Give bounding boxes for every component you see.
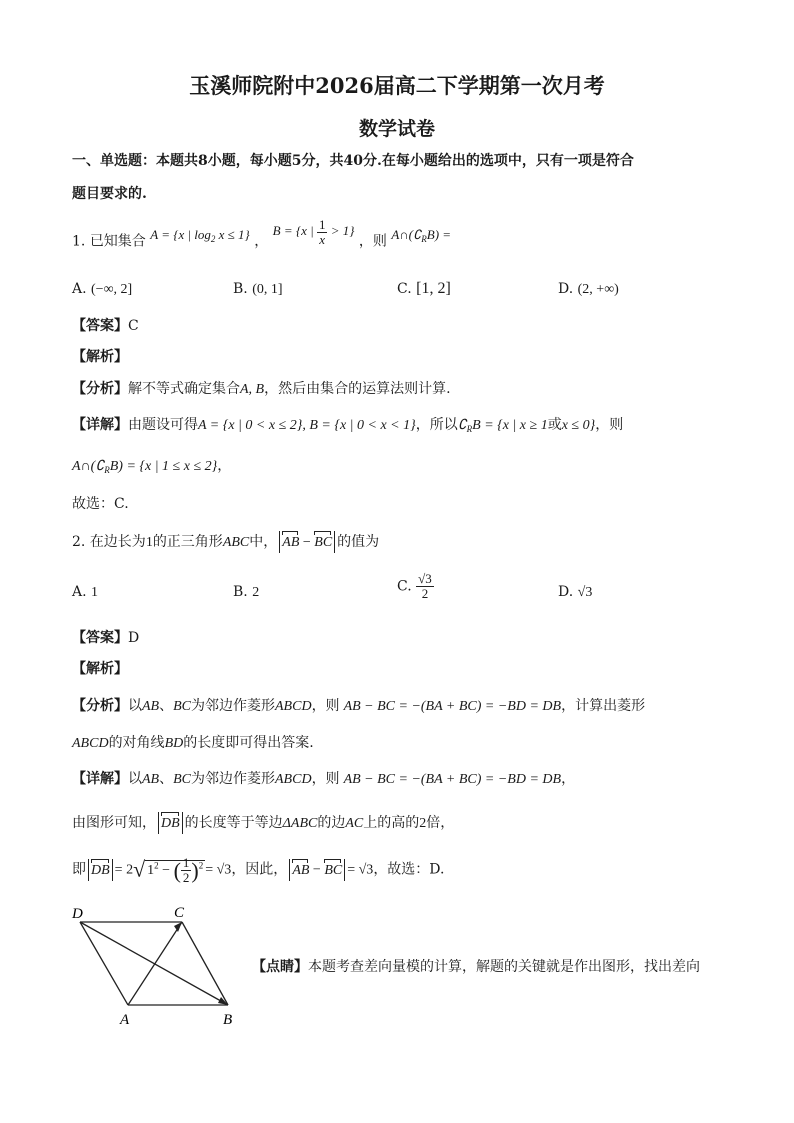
q1-option-b: B. (0, 1] — [233, 281, 283, 297]
section-heading-line2: 题目要求的. — [72, 186, 147, 202]
diagonal-db — [80, 922, 228, 1005]
q2-option-c: C. $\frac{√3}{2}$ — [397, 571, 432, 601]
subject-title: 数学试卷 — [358, 118, 435, 140]
question-1: 1. 已知集合 A = {x | $\log_2 x \le 1$} ， B = {x | $\frac{1}{x}$ > 1} ，则 $A\cap(∁_RB)$ = — [72, 217, 452, 250]
q2-option-b: B. 2 — [233, 584, 260, 600]
page-title: 玉溪师院附中2026届高二下学期第一次月考 — [189, 73, 605, 98]
edge-da — [80, 922, 128, 1005]
q1-detail-line2: $A\cap(∁_RB) = \{x$ | 1 ≤ x ≤ 2}， — [72, 458, 232, 475]
question-number: 1. — [72, 233, 86, 250]
q2-dianjing: 【点睛】本题考查差向量模的计算，解题的关键就是作出图形，找出差向 — [252, 959, 700, 975]
q1-analysis-tag: 【解析】 — [72, 349, 128, 365]
q2-fenxi-line2: ABCD的对角线BD的长度即可得出答案. — [72, 735, 314, 751]
set-a: A = {x | $\log_2 x \le 1$} — [150, 227, 250, 245]
label-a: A — [120, 1012, 130, 1028]
q1-option-a: A. (−∞, 2] — [72, 281, 133, 297]
target-expression: $A\cap(∁_RB)$ = — [391, 227, 452, 245]
label-d: D — [72, 906, 83, 922]
set-b: B = {x | $\frac{1}{x}$ > 1} — [272, 217, 355, 247]
question-lead: 已知集合 — [89, 233, 146, 250]
rhombus-figure — [70, 902, 240, 1032]
q2-detail-line3: 即 DB = 2√ $1^2$ − ( $\frac{1}{2}$ )$^2$ = √3，因此， AB − BC = √3，故选：D. — [72, 855, 445, 885]
label-b: B — [223, 1012, 233, 1028]
q2-answer: 【答案】D — [72, 630, 140, 646]
section-heading-line1: 一、单选题：本题共8小题，每小题5分，共40分.在每小题给出的选项中，只有一项是符合 — [72, 153, 634, 169]
q2-fenxi-line1: 【分析】以AB、BC为邻边作菱形ABCD，则 AB − BC = −(BA + BC) = −BD = DB，计算出菱形 — [72, 698, 646, 714]
q2-detail-line1: 【详解】以AB、BC为邻边作菱形ABCD，则 AB − BC = −(BA + BC) = −BD = DB， — [72, 771, 576, 787]
q2-detail-line2: 由图形可知， DB 的长度等于等边ΔABC的边AC上的高的2倍， — [72, 812, 454, 834]
q1-answer: 【答案】C — [72, 318, 139, 334]
arrow-head-c — [174, 922, 182, 932]
q1-option-c: C. [1, 2] — [397, 280, 451, 297]
q1-fenxi: 【分析】解不等式确定集合A, B，然后由集合的运算法则计算. — [72, 381, 451, 397]
q1-option-d: D. (2, +∞) — [558, 281, 619, 297]
label-c: C — [174, 905, 185, 921]
question-2: 2. 在边长为1的正三角形ABC中， AB − BC 的值为 — [72, 531, 379, 553]
q2-option-a: A. 1 — [72, 584, 99, 600]
vector-equation: AB − BC = −(BA + BC) = −BD = DB — [343, 699, 562, 714]
q1-conclusion: 故选：C. — [72, 496, 129, 512]
q2-analysis-tag: 【解析】 — [72, 661, 128, 677]
vector-equation: AB − BC = −(BA + BC) = −BD = DB — [343, 772, 562, 787]
q2-option-d: D. √3 — [558, 584, 593, 600]
q1-detail-line1: 【详解】由题设可得A = {x | 0 < x ≤ 2}, B = {x | 0 < x < 1}，所以$∁_RB = \{x$ | x ≥ 1或x ≤ 0}，则 — [72, 417, 624, 434]
